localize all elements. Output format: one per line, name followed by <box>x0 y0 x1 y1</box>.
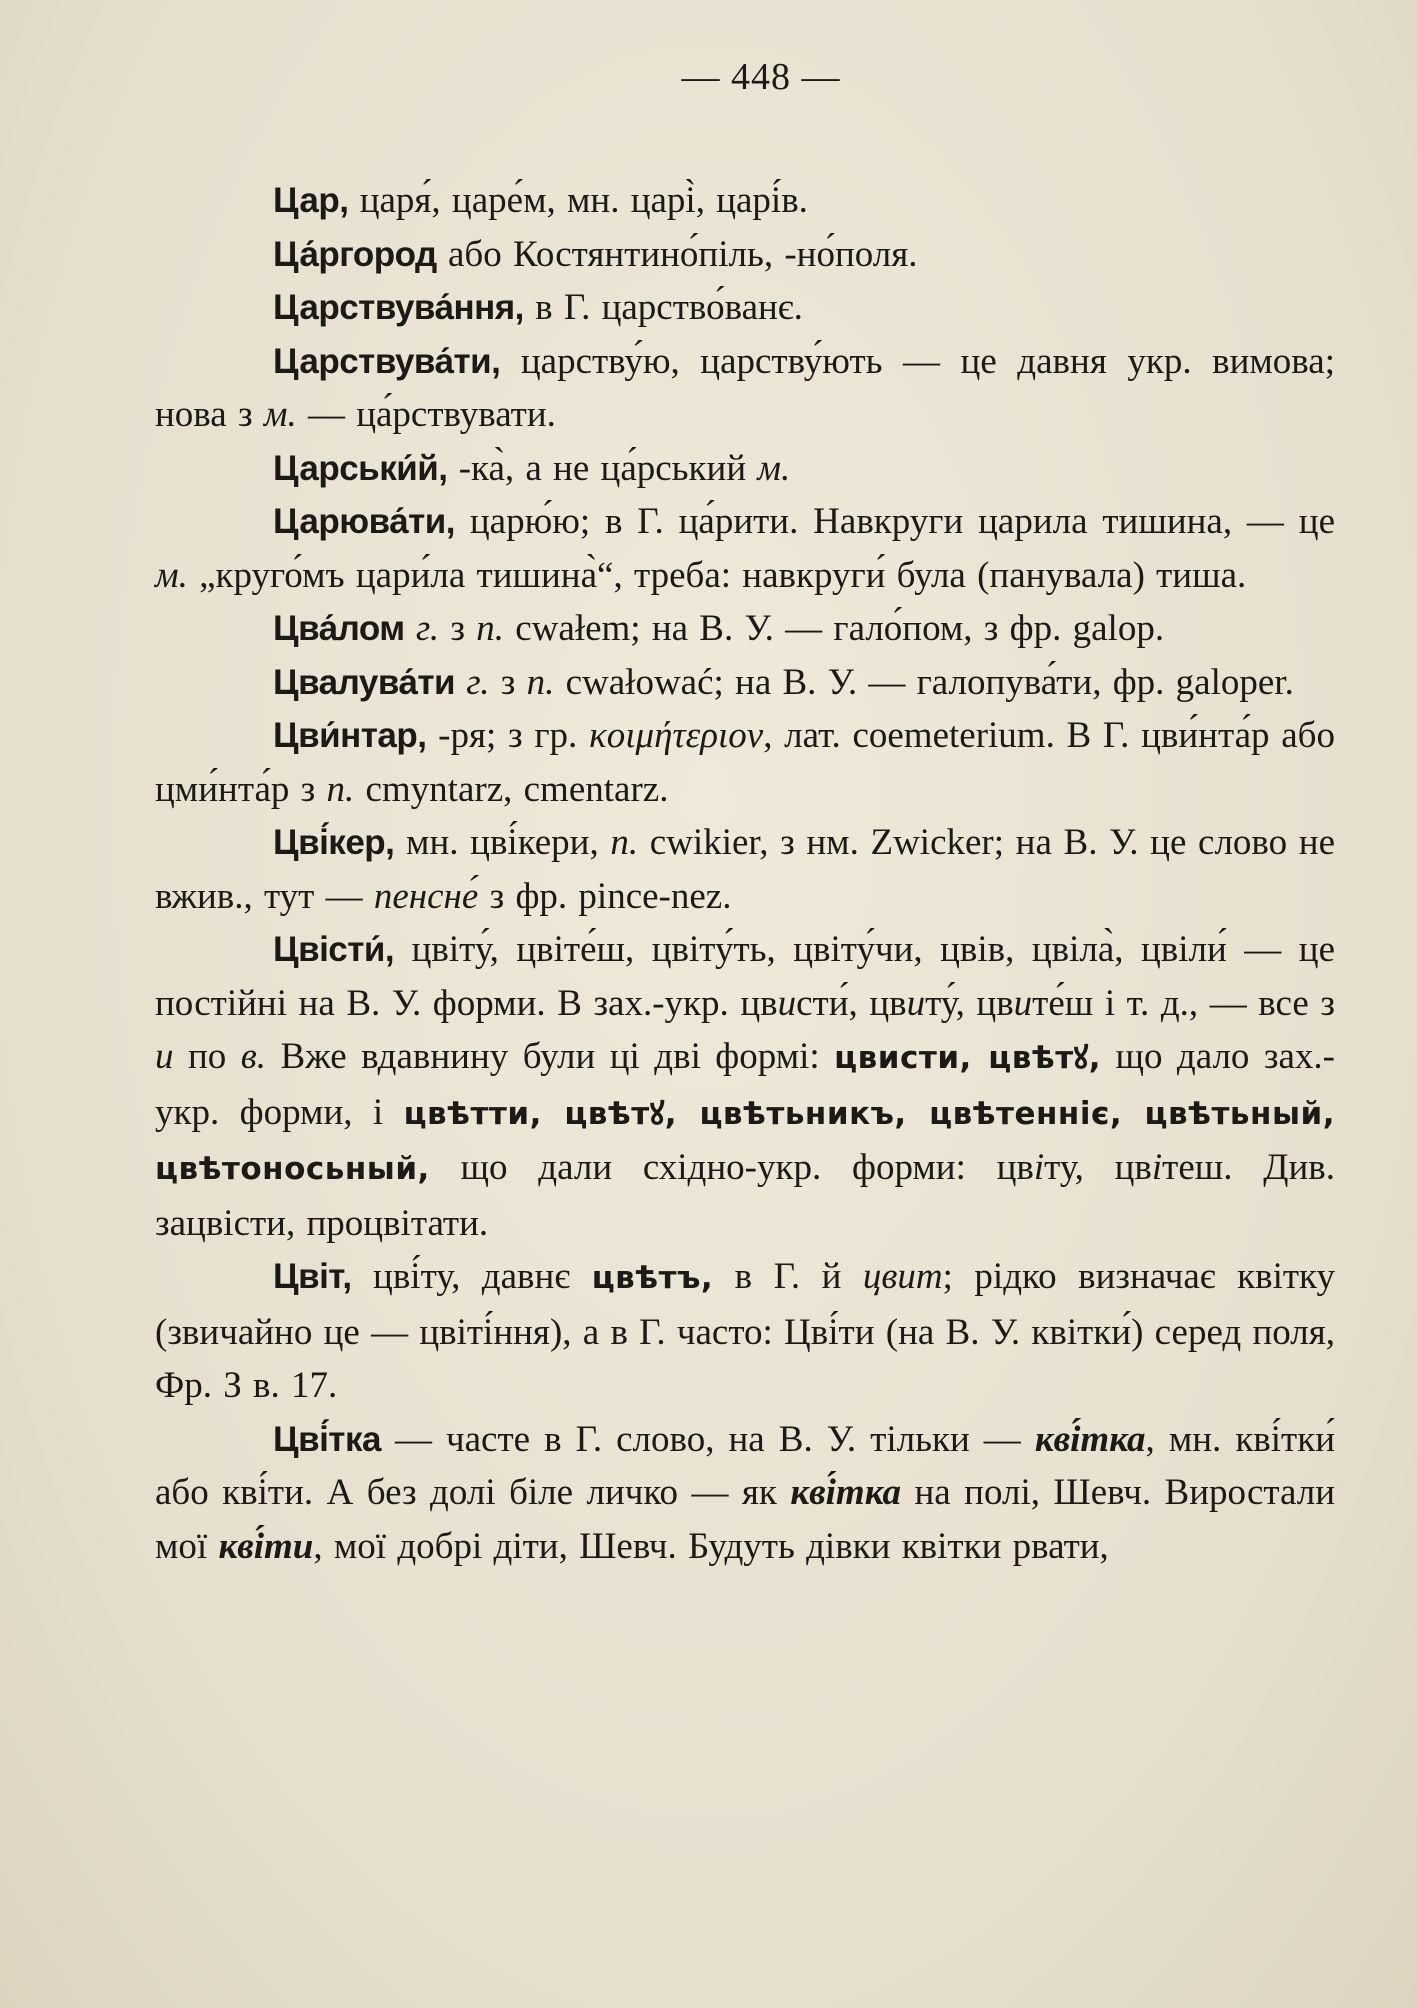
entry-emphasis: і <box>1033 1147 1045 1188</box>
entry-text: , мої добрі діти, Шевч. Будуть дівки квітки рвати, <box>313 1525 1109 1567</box>
dictionary-entry <box>155 816 1335 923</box>
entry-abbreviation: г. <box>455 661 490 703</box>
dictionary-entry <box>155 1413 1335 1574</box>
entry-abbreviation: п. <box>326 768 355 810</box>
dictionary-entry <box>155 174 1335 228</box>
entry-text: — часте в Г. слово, на В. У. тільки — <box>380 1418 1035 1460</box>
entry-emphasis: в. <box>240 1036 267 1077</box>
page-number: — 448 — <box>681 56 841 98</box>
entry-list <box>155 174 1335 1573</box>
entry-headword: Цві́тка <box>273 1419 381 1459</box>
dictionary-entry <box>155 923 1335 1250</box>
entry-text: мн. цві́кери, <box>394 822 611 863</box>
entry-text: сти́, цв <box>796 982 907 1024</box>
entry-text: з <box>489 661 527 703</box>
entry-text: Вже вдавнину були ці дві формі: <box>266 1036 835 1077</box>
entry-text: те́ш і т. д., — все з <box>1032 982 1336 1024</box>
entry-emphasis: и <box>777 982 797 1024</box>
entry-abbreviation: м. <box>757 447 791 489</box>
entry-emphasis: кві́тка <box>790 1472 902 1513</box>
dictionary-entry <box>155 335 1335 442</box>
entry-abbreviation: м. <box>155 554 188 596</box>
entry-text: в Г. й <box>713 1256 863 1297</box>
entry-text: або Костянтино́піль, -но́поля. <box>436 233 918 275</box>
dictionary-entry <box>155 656 1335 710</box>
entry-emphasis: і <box>1151 1147 1163 1188</box>
entry-text: що дало зах.-укр. форми, і <box>155 1036 1335 1133</box>
entry-headword: Ца́ргород <box>273 234 437 274</box>
entry-text: — ца́рствувати. <box>296 394 556 435</box>
entry-text: ; рідко визначає квітку (звичайно це — цвіті́ння), а в Г. часто: Цві́ти (на В. У. квітки́) серед поля, Фр. З в. 17. <box>155 1256 1335 1406</box>
entry-headword: Цвалува́ти <box>273 662 456 702</box>
entry-text: ту́, цв <box>925 982 1014 1024</box>
dictionary-entry <box>155 495 1335 602</box>
entry-text: cwałować; на В. У. — галопува́ти, фр. galoper. <box>554 661 1294 703</box>
entry-text: , лат. coemeterium. В Г. цви́нта́р або цми́нта́р з <box>155 715 1335 810</box>
entry-text: цві́ту, давнє <box>351 1256 592 1297</box>
entry-abbreviation: м. <box>263 394 297 435</box>
entry-headword: Цвісти́, <box>273 930 395 969</box>
entry-text: що дали східно-укр. форми: цв <box>429 1147 1034 1188</box>
entry-text: царству́ю, царству́ють — це давня укр. вимова; нова з <box>155 340 1335 435</box>
entry-text: ту, цв <box>1044 1147 1152 1188</box>
entry-text: царю́ю; в Г. ца́рити. Навкруги царила тишина, — це <box>455 501 1335 542</box>
entry-text: на полі, Шевч. Виростали мої <box>155 1472 1336 1567</box>
entry-text: cwikier, з нм. Zwicker; на В. У. це слово не вжив., тут — <box>155 822 1335 917</box>
entry-abbreviation: п. <box>610 822 639 863</box>
entry-headword: Цви́нтар, <box>273 716 427 755</box>
entry-emphasis: и <box>155 1036 174 1077</box>
entry-text: царя́, царе́м, мн. царі̀, царі́в. <box>348 180 808 221</box>
entry-headword: Царствува́ння, <box>273 288 524 327</box>
entry-emphasis: кві́тка <box>1034 1418 1146 1460</box>
entry-emphasis: и <box>906 982 926 1024</box>
entry-old-slavonic: цвѣтъ, <box>591 1260 714 1296</box>
entry-text: з <box>439 608 477 649</box>
entry-greek-word: κοιμήτεριον <box>588 715 764 756</box>
entry-text: cmyntarz, cmentarz. <box>354 768 669 810</box>
entry-old-slavonic: цвисти, цвѣтꙋ, <box>834 1040 1101 1076</box>
entry-headword: Цар, <box>273 181 349 220</box>
entry-headword: Цва́лом <box>273 609 405 648</box>
entry-old-slavonic: цвѣтти, цвѣтꙋ, цвѣтьникъ, цвѣтенніє, цвѣтьный, цвѣтоносьный, <box>155 1095 1335 1187</box>
dictionary-entry <box>155 1250 1335 1413</box>
entry-emphasis: цвит <box>862 1256 943 1297</box>
dictionary-entry <box>155 602 1335 656</box>
entry-text: по <box>173 1036 241 1077</box>
entry-text: -ря; з гр. <box>426 715 589 756</box>
entry-emphasis: и <box>1013 982 1033 1024</box>
entry-text: „круго́мъ цари́ла тишина̀“, треба: навкруги́ була (панувала) тиша. <box>187 554 1247 596</box>
dictionary-entry <box>155 442 1335 496</box>
entry-abbreviation: п. <box>476 608 504 649</box>
entry-text: , мн. кві́тки́ або кві́ти. А без долі біле личко — як <box>155 1418 1335 1513</box>
entry-abbreviation: п. <box>526 661 555 703</box>
dictionary-entry <box>155 281 1335 335</box>
entry-abbreviation: г. <box>404 608 440 649</box>
entry-headword: Цві́кер, <box>273 823 395 862</box>
entry-text: -ка̀, а не ца́рський <box>447 447 758 489</box>
dictionary-entry <box>155 709 1335 816</box>
entry-text: в Г. царство́ванє. <box>523 287 803 328</box>
entry-emphasis: пенсне́ <box>373 875 479 917</box>
entry-headword: Царюва́ти, <box>273 502 456 541</box>
entry-headword: Цвіт, <box>273 1257 352 1296</box>
entry-headword: Царськи́й, <box>273 448 448 488</box>
dictionary-entry <box>155 228 1335 282</box>
entry-emphasis: кві́ти <box>218 1525 314 1567</box>
entry-text: cwałem; на В. У. — гало́пом, з фр. galop. <box>504 608 1165 649</box>
entry-text: цвіту́, цвіте́ш, цвіту́ть, цвіту́чи, цвів, цвіла̀, цвіли́ — це постійні на В. У. форми. В зах.-укр. цв <box>155 929 1335 1024</box>
entry-text: теш. Див. зацвісти, процвітати. <box>155 1147 1335 1244</box>
entry-headword: Царствува́ти, <box>273 341 501 381</box>
entry-text: з фр. pince-nez. <box>478 875 732 917</box>
